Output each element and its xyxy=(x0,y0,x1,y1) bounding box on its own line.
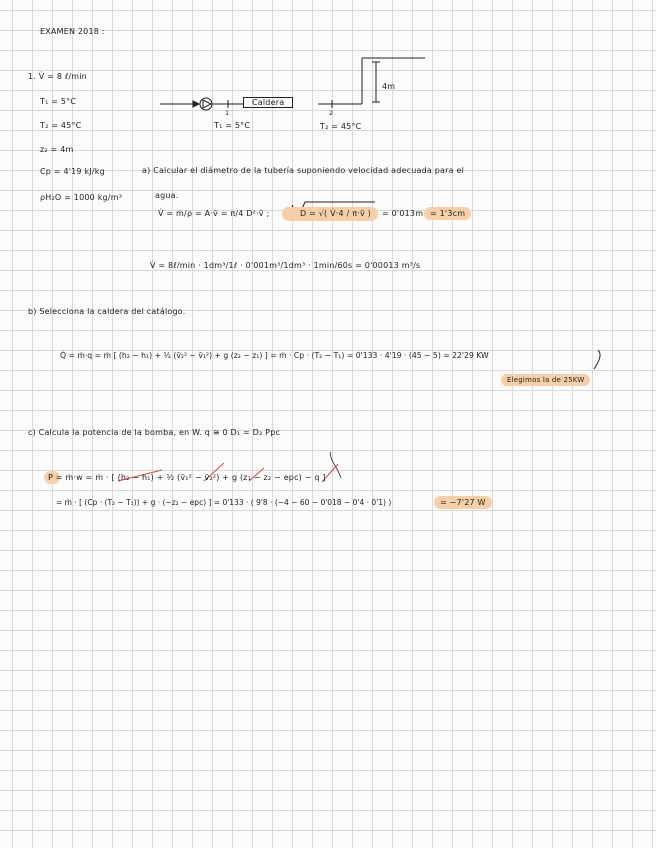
part-a-statement-cont: agua. xyxy=(155,191,179,200)
given-density: ρH₂O = 1000 kg/m³ xyxy=(40,193,123,202)
given-z2: z₂ = 4m xyxy=(40,145,74,154)
part-c-line2: = ṁ · [ (Cp · (T₂ − T₁)) + g · (−z₂ − epc) ] = 0'133 · ( 9'8 · (−4 − 60 − 0'018 − 0'4 · 0'1) ) xyxy=(56,498,392,507)
flow-arrow-icon xyxy=(193,101,199,107)
given-flow-rate: 1. V̇ = 8 ℓ/min xyxy=(28,72,87,81)
diameter-result: = 1'3cm xyxy=(424,207,471,220)
point-1-label: 1 xyxy=(225,109,230,117)
part-c-statement: c) Calcula la potencia de la bomba, en W. q ≅ 0 D₁ = D₂ Ppc xyxy=(28,428,281,437)
boiler-choice: Elegimos la de 25KW xyxy=(501,374,590,386)
diameter-expression: D = √( V̇·4 / π·v̄ ) xyxy=(300,209,371,218)
given-cp: Cp = 4'19 kJ/kg xyxy=(40,167,105,176)
point-2-label: 2 xyxy=(329,109,334,117)
given-t1: T₁ = 5°C xyxy=(40,97,77,106)
given-t2: T₂ = 45°C xyxy=(40,121,82,130)
diameter-value: = 0'013m xyxy=(382,209,424,218)
part-a-statement: a) Calcular el diámetro de la tubería suponiendo velocidad adecuada para el xyxy=(142,166,465,175)
diagram-t2: T₂ = 45°C xyxy=(320,122,362,131)
power-result: = −7'27 W xyxy=(434,496,492,509)
boiler-box: Caldera xyxy=(243,97,293,108)
part-b-formula: Q̇ = ṁ·q = ṁ [ (h₂ − h₁) + ½ (v̄₂² − v̄₁²) + g (z₂ − z₁) ] = ṁ · Cp · (T₂ − T₁) = 0'133 · 4'19 · (45 − 5) = 22'29 KW xyxy=(60,351,489,360)
flow-conversion: V̇ = 8ℓ/min · 1dm³/1ℓ · 0'001m³/1dm³ · 1min/60s = 0'00013 m³/s xyxy=(150,261,421,270)
page-title: EXAMEN 2018 : xyxy=(40,27,105,36)
choice-arrow xyxy=(594,350,600,369)
height-label: 4m xyxy=(382,82,396,91)
part-b-statement: b) Selecciona la caldera del catálogo. xyxy=(28,307,186,316)
part-a-formula: V̇ = ṁ/ρ = A·v̄ = π/4 D²·v̄ ; xyxy=(158,209,270,218)
part-c-line1: P = ṁ·w = ṁ · [ (h₂ − h₁) + ½ (v̄₁² − v̄₂²) + g (z₁ − z₂ − epc) − q ] xyxy=(48,473,326,482)
diagram-t1: T₁ = 5°C xyxy=(214,121,251,130)
